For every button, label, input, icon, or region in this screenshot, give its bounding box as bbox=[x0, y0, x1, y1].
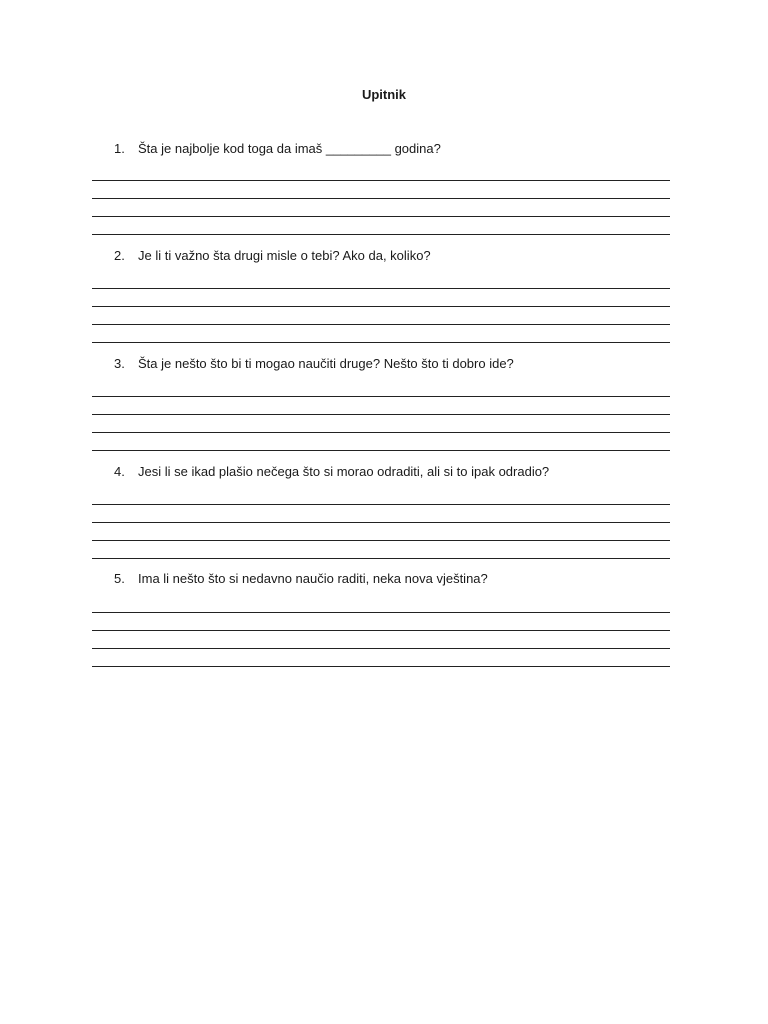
question-3-number: 3. bbox=[114, 356, 125, 371]
question-3 bbox=[92, 355, 672, 465]
answer-line[interactable] bbox=[92, 234, 670, 235]
answer-line[interactable] bbox=[92, 288, 670, 289]
answer-line[interactable] bbox=[92, 342, 670, 343]
question-1 bbox=[92, 140, 672, 250]
answer-line[interactable] bbox=[92, 324, 670, 325]
question-2 bbox=[92, 247, 672, 357]
answer-line[interactable] bbox=[92, 648, 670, 649]
answer-line[interactable] bbox=[92, 414, 670, 415]
question-4-text: Jesi li se ikad plašio nečega što si morao odraditi, ali si to ipak odradio? bbox=[138, 464, 550, 479]
answer-line[interactable] bbox=[92, 450, 670, 451]
answer-line[interactable] bbox=[92, 180, 670, 181]
question-2-text: Je li ti važno šta drugi misle o tebi? Ako da, koliko? bbox=[138, 248, 431, 263]
answer-line[interactable] bbox=[92, 216, 670, 217]
question-4 bbox=[92, 463, 672, 573]
question-3-text: Šta je nešto što bi ti mogao naučiti druge? Nešto što ti dobro ide? bbox=[138, 356, 514, 371]
question-4-number: 4. bbox=[114, 464, 125, 479]
answer-line[interactable] bbox=[92, 558, 670, 559]
question-1-number: 1. bbox=[114, 141, 125, 156]
answer-line[interactable] bbox=[92, 522, 670, 523]
question-5-text: Ima li nešto što si nedavno naučio raditi, neka nova vještina? bbox=[138, 571, 488, 586]
question-5-number: 5. bbox=[114, 571, 125, 586]
answer-line[interactable] bbox=[92, 396, 670, 397]
answer-line[interactable] bbox=[92, 432, 670, 433]
question-5 bbox=[92, 570, 672, 680]
answer-line[interactable] bbox=[92, 666, 670, 667]
answer-line[interactable] bbox=[92, 198, 670, 199]
answer-line[interactable] bbox=[92, 630, 670, 631]
question-2-number: 2. bbox=[114, 248, 125, 263]
document-title: Upitnik bbox=[361, 87, 407, 102]
answer-line[interactable] bbox=[92, 504, 670, 505]
answer-line[interactable] bbox=[92, 540, 670, 541]
question-1-text: Šta je najbolje kod toga da imaš _________ godina? bbox=[138, 141, 441, 156]
answer-line[interactable] bbox=[92, 306, 670, 307]
answer-line[interactable] bbox=[92, 612, 670, 613]
